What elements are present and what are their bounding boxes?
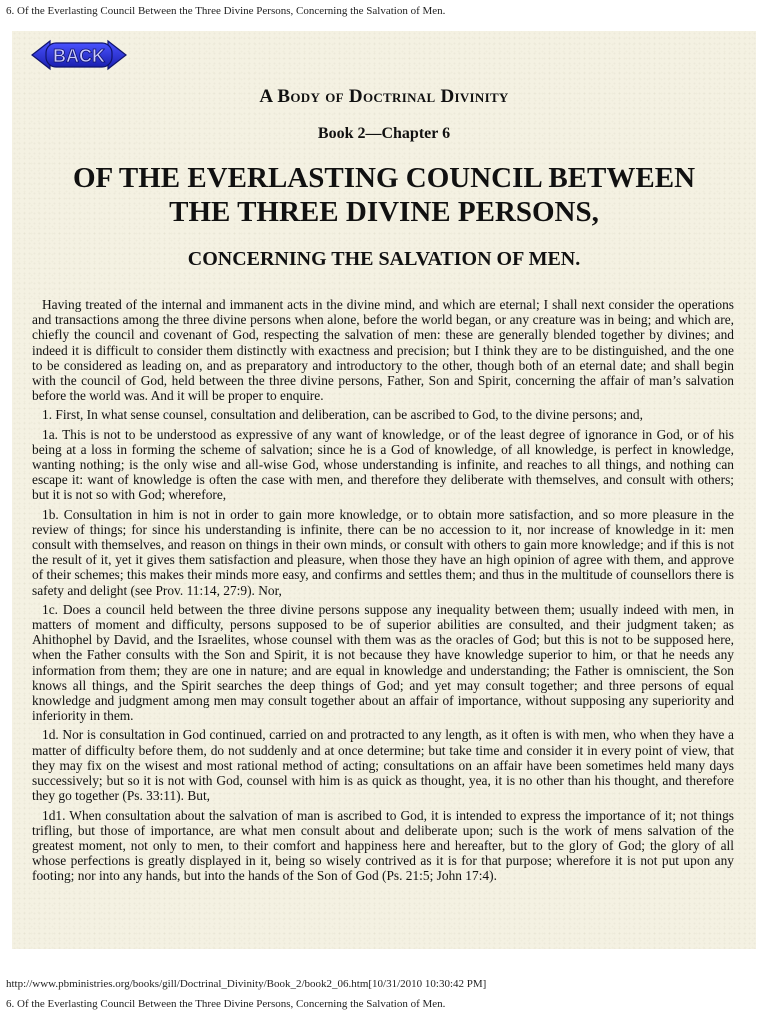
- paragraph: 1d1. When consultation about the salvation of man is ascribed to God, it is intended to express the importance of it; not things trifling, but those of importance, are what men consult about and deliberate upon; such is the work of mens salvation of the greatest moment, not only to men, to their comfort and happiness here and hereafter, but to the glory of God; the glory of all whose perfections is greatly displayed in it, being so wisely contrived as it is for that purpose; wherefore it is not put upon any footing; nor into any hands, but into the hands of the Son of God (Ps. 21:5; John 17:4).: [32, 807, 734, 884]
- article-body: [32, 297, 734, 888]
- print-footer-title: 6. Of the Everlasting Council Between the Three Divine Persons, Concerning the Salvation of Men.: [6, 998, 446, 1010]
- paragraph: 1a. This is not to be understood as expressive of any want of knowledge, or of the least degree of ignorance in God, or of his being at a loss in forming the scheme of salvation; since he is a God of knowledge, of all knowledge, is perfect in knowledge, wanting nothing; is the only wise and all-wise God, whose understanding is infinite, and reaches to all things, and nothing can escape it: want of knowledge is often the case with men, and therefore they deliberate with themselves, and consult with others; but it is not so with God; wherefore,: [32, 426, 734, 503]
- source-url: http://www.pbministries.org/books/gill/Doctrinal_Divinity/Book_2/book2_06.htm[10/31/2010 10:30:42 PM]: [6, 978, 487, 990]
- sub-title: CONCERNING THE SALVATION OF MEN.: [187, 248, 581, 270]
- back-button-label: BACK: [53, 46, 105, 66]
- paragraph: 1d. Nor is consultation in God continued, carried on and protracted to any length, as it often is with men, who when they have a matter of difficulty before them, do not suddenly and at once determine; but take time and consider it in every point of view, that they may fix on the wisest and most rational method of acting; consultations on an affair have been sometimes held many days successively; but so it is not with God, counsel with him is as quick as thought, yea, it is no other than his thought, and therefore they go together (Ps. 33:11). But,: [32, 727, 734, 804]
- main-title-line-1: OF THE EVERLASTING COUNCIL BETWEEN: [72, 162, 696, 194]
- chapter-label: Book 2—Chapter 6: [317, 125, 451, 142]
- main-title: [32, 161, 736, 229]
- book-title: A Body of Doctrinal Divinity: [259, 86, 509, 107]
- back-button[interactable]: [30, 38, 128, 72]
- paragraph: 1c. Does a council held between the three divine persons suppose any inequality between them; usually indeed with men, in matters of moment and difficulty, persons supposed to be of superior abilities are consulted, and their judgment taken; as Ahithophel by David, and the Israelites, whose counsel with them was as the oracles of God; but this is not to be supposed here, when the Father consults with the Son and Spirit, it is not because they have knowledge superior to him, or that he needs any information from them; they are one in nature; and are equal in knowledge and understanding; the Father is omniscient, the Son knows all things, and the Spirit searches the deep things of God; and yet may consult together; and three persons of equal knowledge and judgment among men may consult together about an affair of importance, without supposing any superiority and inferiority in them.: [32, 601, 734, 724]
- print-header-title: 6. Of the Everlasting Council Between the Three Divine Persons, Concerning the Salvation of Men.: [6, 5, 446, 17]
- paragraph: 1b. Consultation in him is not in order to gain more knowledge, or to obtain more satisfaction, and so more pleasure in the review of things; for since his understanding is infinite, there can be no accession to it, nor increase of knowledge in it: men consult with themselves, and reason on things in their own minds, or consult with others to gain more knowledge; and if this is not the result of it, yet it gives them satisfaction and pleasure, when those they have an high opinion of agree with them, and approve of their schemes; this makes their minds more easy, and confirms and settles them; and thus in the multitude of counsellors there is safety and delight (see Prov. 11:14, 27:9). Nor,: [32, 506, 734, 598]
- paragraph: 1. First, In what sense counsel, consultation and deliberation, can be ascribed to God, to the divine persons; and,: [42, 407, 643, 423]
- page-content: [12, 31, 756, 949]
- paragraph: Having treated of the internal and immanent acts in the divine mind, and which are eternal; I shall next consider the operations and transactions among the three divine persons when alone, before the world began, or any creature was in being; and which are, chiefly the council and covenant of God, respecting the salvation of men: these are generally blended together by divines; and indeed it is difficult to consider them distinctly with exactness and precision; but I think they are to be distinguished, and the one to be considered as leading on, and as preparatory and introductory to the other, though both of an eternal date; and shall begin with the council of God, held between the three divine persons, Father, Son and Spirit, concerning the affair of man’s salvation before the world was. And it will be proper to enquire.: [32, 297, 734, 404]
- main-title-line-2: THE THREE DIVINE PERSONS,: [169, 196, 599, 228]
